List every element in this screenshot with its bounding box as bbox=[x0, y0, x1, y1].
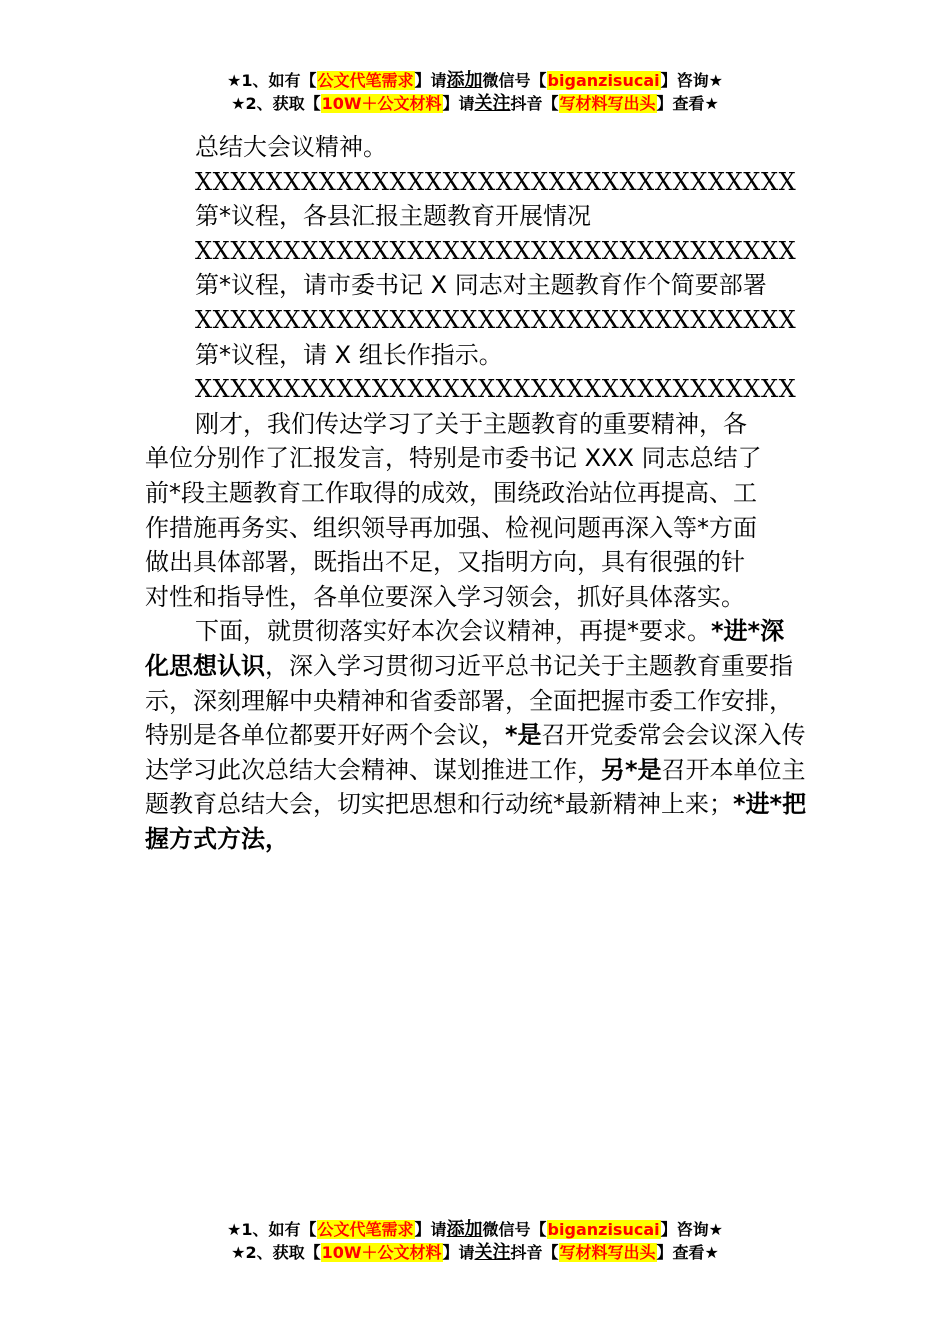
placeholder-line: XXXXXXXXXXXXXXXXXXXXXXXXXXXXXXXXXX bbox=[195, 167, 797, 196]
body-line: 总结大会议精神。 bbox=[195, 133, 387, 161]
requirement-text-2: 召开党委常会会议深入传达学习此次总结大会精神、谋划推进工作， bbox=[145, 721, 806, 784]
header-line1-suffix: 】咨询★ bbox=[660, 71, 723, 90]
header-highlight-wechat: biganzisucai bbox=[547, 71, 660, 90]
header-line1-prefix: ★1、如有【 bbox=[227, 71, 317, 90]
agenda-item: 第*议程，各县汇报主题教育开展情况 bbox=[195, 202, 591, 231]
footer-line1-suffix: 】咨询★ bbox=[660, 1220, 723, 1239]
header-highlight-service: 公文代笔需求 bbox=[317, 71, 414, 90]
placeholder-line: XXXXXXXXXXXXXXXXXXXXXXXXXXXXXXXXXX bbox=[195, 305, 797, 334]
paragraph-summary bbox=[145, 407, 807, 615]
header-line-2 bbox=[0, 92, 950, 115]
header-line2-text: 】请 bbox=[442, 94, 475, 113]
requirement-point-1: *是 bbox=[505, 721, 542, 750]
paragraph-line: 前*段主题教育工作取得的成效，围绕政治站位再提高、工 bbox=[145, 478, 757, 507]
header-banner bbox=[0, 69, 950, 115]
paragraph-line: 刚才，我们传达学习了关于主题教育的重要精神，各 bbox=[195, 409, 747, 438]
footer-line2-text2: 抖音【 bbox=[510, 1243, 559, 1262]
header-line2-underlined: 关注 bbox=[474, 93, 511, 114]
footer-highlight-douyin: 写材料写出头 bbox=[559, 1243, 656, 1262]
header-line1-text: 】请 bbox=[414, 71, 447, 90]
requirements-intro: 下面，就贯彻落实好本次会议精神，再提*要求。 bbox=[195, 617, 711, 646]
paragraph-line: 单位分别作了汇报发言，特别是市委书记 XXX 同志总结了 bbox=[145, 444, 762, 473]
footer-line2-suffix: 】查看★ bbox=[656, 1243, 719, 1262]
requirement-text-3: 召开本单位主题教育总结大会，切实把思想和行动统*最新精神上来； bbox=[145, 755, 806, 819]
agenda-item: 第*议程，请市委书记 X 同志对主题教育作个简要部署 bbox=[195, 271, 767, 300]
requirement-point-2: 另*是 bbox=[601, 755, 662, 784]
header-highlight-materials: 10W＋公文材料 bbox=[321, 94, 442, 113]
header-line1-text2: 微信号【 bbox=[482, 71, 547, 90]
header-line-1 bbox=[0, 69, 950, 92]
footer-line1-text2: 微信号【 bbox=[482, 1220, 547, 1239]
requirement-heading-1: *进*深化思想认识 bbox=[145, 617, 785, 680]
requirement-heading-2: *进*把握方式方法， bbox=[145, 790, 807, 853]
footer-line1-text: 】请 bbox=[414, 1220, 447, 1239]
requirement-text-1: ，深入学习贯彻习近平总书记关于主题教育重要指示，深刻理解中央精神和省委部署，全面把握市委工作安排，特别是各单位都要开好两个会议， bbox=[145, 651, 793, 750]
footer-line1-underlined: 添加 bbox=[446, 1219, 483, 1240]
paragraph-line: 做出具体部署，既指出不足，又指明方向，具有很强的针 bbox=[145, 548, 745, 577]
paragraph-line: 对性和指导性，各单位要深入学习领会，抓好具体落实。 bbox=[145, 582, 745, 611]
header-line2-prefix: ★2、获取【 bbox=[231, 94, 321, 113]
placeholder-line: XXXXXXXXXXXXXXXXXXXXXXXXXXXXXXXXXX bbox=[195, 375, 797, 404]
paragraph-line: 作措施再务实、组织领导再加强、检视问题再深入等*方面 bbox=[145, 513, 757, 542]
header-highlight-douyin: 写材料写出头 bbox=[559, 94, 656, 113]
agenda-item: 第*议程，请 X 组长作指示。 bbox=[195, 340, 503, 369]
footer-highlight-service: 公文代笔需求 bbox=[317, 1220, 414, 1239]
header-line1-underlined: 添加 bbox=[446, 70, 483, 91]
footer-line-2 bbox=[0, 1241, 950, 1264]
placeholder-line: XXXXXXXXXXXXXXXXXXXXXXXXXXXXXXXXXX bbox=[195, 236, 797, 265]
header-line2-suffix: 】查看★ bbox=[656, 94, 719, 113]
header-line2-text2: 抖音【 bbox=[510, 94, 559, 113]
footer-banner bbox=[0, 1218, 950, 1264]
footer-line2-underlined: 关注 bbox=[474, 1242, 511, 1263]
footer-line1-prefix: ★1、如有【 bbox=[227, 1220, 317, 1239]
footer-line-1 bbox=[0, 1218, 950, 1241]
footer-line2-text: 】请 bbox=[442, 1243, 475, 1262]
footer-line2-prefix: ★2、获取【 bbox=[231, 1243, 321, 1262]
footer-highlight-materials: 10W＋公文材料 bbox=[321, 1243, 442, 1262]
paragraph-requirements bbox=[145, 614, 807, 856]
document-body bbox=[145, 130, 807, 856]
footer-highlight-wechat: biganzisucai bbox=[547, 1220, 660, 1239]
